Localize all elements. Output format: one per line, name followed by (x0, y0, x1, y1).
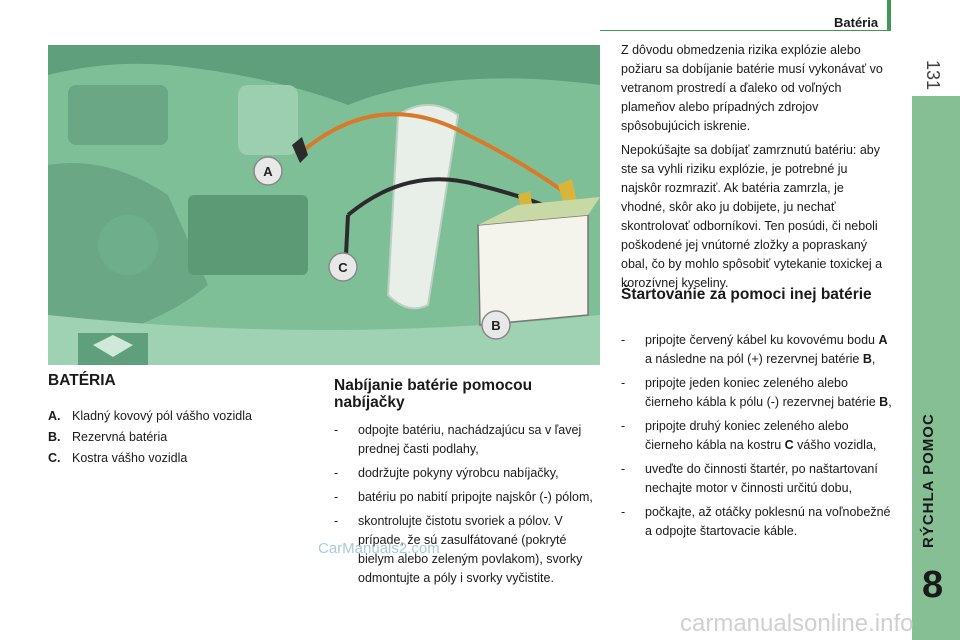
list-item: - pripojte červený kábel ku kovovému bodu A a následne na pól (+) rezervnej batérie B, (621, 331, 893, 369)
warning-paragraph: Nepokúšajte sa dobíjať zamrznutú batériu: aby ste sa vyhli riziku explózie, je potrebné ju najskôr rozmraziť. Ak batéria zamrzla, je vhodné, skôr ako ju dobijete, ju nechať skontrolovať odborníkovi. Ten posúdi, či neboli poškodené jej vnútorné zložky a popraskaný obal, čo by mohlo spôsobiť vytekanie toxickej a korozívnej kyseliny. (621, 143, 883, 290)
battery-jumpstart-illustration (48, 45, 600, 365)
watermark-carmanuals2[interactable]: CarManuals2.com (318, 540, 440, 557)
list-item: - odpojte batériu, nachádzajúcu sa v ľavej prednej časti podlahy, (334, 421, 604, 459)
legend-key: B. (48, 430, 61, 444)
header-rule-vertical (887, 0, 891, 31)
legend-text: Rezervná batéria (72, 430, 168, 444)
jumpstart-section-title: Štartovanie za pomoci inej batérie (621, 286, 872, 303)
callout-a (254, 157, 282, 185)
callout-c (329, 253, 357, 281)
list-item-text: pripojte červený kábel ku kovovému bodu A a následne na pól (+) rezervnej batérie B, (645, 333, 888, 366)
svg-text:A: A (263, 164, 273, 179)
list-item-text: odpojte batériu, nachádzajúcu sa v ľavej prednej časti podlahy, (358, 423, 582, 456)
list-item: - uveďte do činnosti štartér, po naštartovaní nechajte motor v činnosti určitú dobu, (621, 460, 893, 498)
list-item-text: batériu po nabití pripojte najskôr (-) pólom, (358, 490, 593, 504)
list-item-text: dodržujte pokyny výrobcu nabíjačky, (358, 466, 559, 480)
legend-key: C. (48, 451, 61, 465)
list-item-text: pripojte jeden koniec zeleného alebo čierneho kábla k pólu (-) rezervnej batérie B, (645, 376, 892, 409)
list-item: - batériu po nabití pripojte najskôr (-) pólom, (334, 488, 604, 507)
chapter-tab-label: RÝCHLA POMOC (920, 413, 937, 548)
battery-section-title: BATÉRIA (48, 372, 116, 389)
legend-item (48, 406, 252, 427)
list-item: - počkajte, až otáčky poklesnú na voľnobežné a odpojte štartovacie káble. (621, 503, 893, 541)
list-item: - pripojte jeden koniec zeleného alebo čierneho kábla k pólu (-) rezervnej batérie B, (621, 374, 893, 412)
warning-text-block (621, 41, 889, 298)
legend-text: Kladný kovový pól vášho vozidla (72, 409, 252, 423)
svg-text:C: C (338, 260, 348, 275)
list-item: - pripojte druhý koniec zeleného alebo čierneho kábla na kostru C vášho vozidla, (621, 417, 893, 455)
header-rule (600, 30, 890, 31)
engine-bay-drawing (48, 45, 600, 365)
page-header-title: Batéria (834, 15, 879, 30)
legend-key: A. (48, 409, 61, 423)
warning-paragraph: Z dôvodu obmedzenia rizika explózie alebo požiaru sa dobíjanie batérie musí vykonávať vo vetranom prostredí a ďaleko od voľných plameňov alebo prípadných zdrojov spôsobujúcich iskrenie. (621, 43, 883, 133)
list-item-text: uveďte do činnosti štartér, po naštartovaní nechajte motor v činnosti určitú dobu, (645, 462, 878, 495)
list-item: - skontrolujte čistotu svoriek a pólov. V prípade, že sú zasulfátované (pokryté bielym alebo zeleným povlakom), svorky odmontujte a póly i svorky vyčistite. (334, 512, 604, 588)
callout-b (482, 311, 510, 339)
chapter-number: 8 (922, 564, 944, 606)
legend-item (48, 427, 252, 448)
illustration-legend (48, 406, 252, 469)
list-item-text: skontrolujte čistotu svoriek a pólov. V prípade, že sú zasulfátované (pokryté bielym alebo zeleným povlakom), svorky odmontujte a póly i svorky vyčistite. (358, 514, 583, 585)
charging-section-title: Nabíjanie batérie pomocou nabíjačky (334, 377, 533, 411)
svg-text:B: B (491, 318, 501, 333)
watermark-carmanualsonline[interactable]: carmanualsonline.info (680, 610, 914, 637)
list-item: - dodržujte pokyny výrobcu nabíjačky, (334, 464, 604, 483)
page-number-text: 131 (923, 60, 943, 91)
list-item-text: počkajte, až otáčky poklesnú na voľnobežné a odpojte štartovacie káble. (645, 505, 891, 538)
charging-steps-list (334, 421, 604, 593)
legend-item (48, 448, 252, 469)
list-item-text: pripojte druhý koniec zeleného alebo čierneho kábla na kostru C vášho vozidla, (645, 419, 877, 452)
jumpstart-steps-list (621, 331, 893, 546)
legend-text: Kostra vášho vozidla (72, 451, 188, 465)
